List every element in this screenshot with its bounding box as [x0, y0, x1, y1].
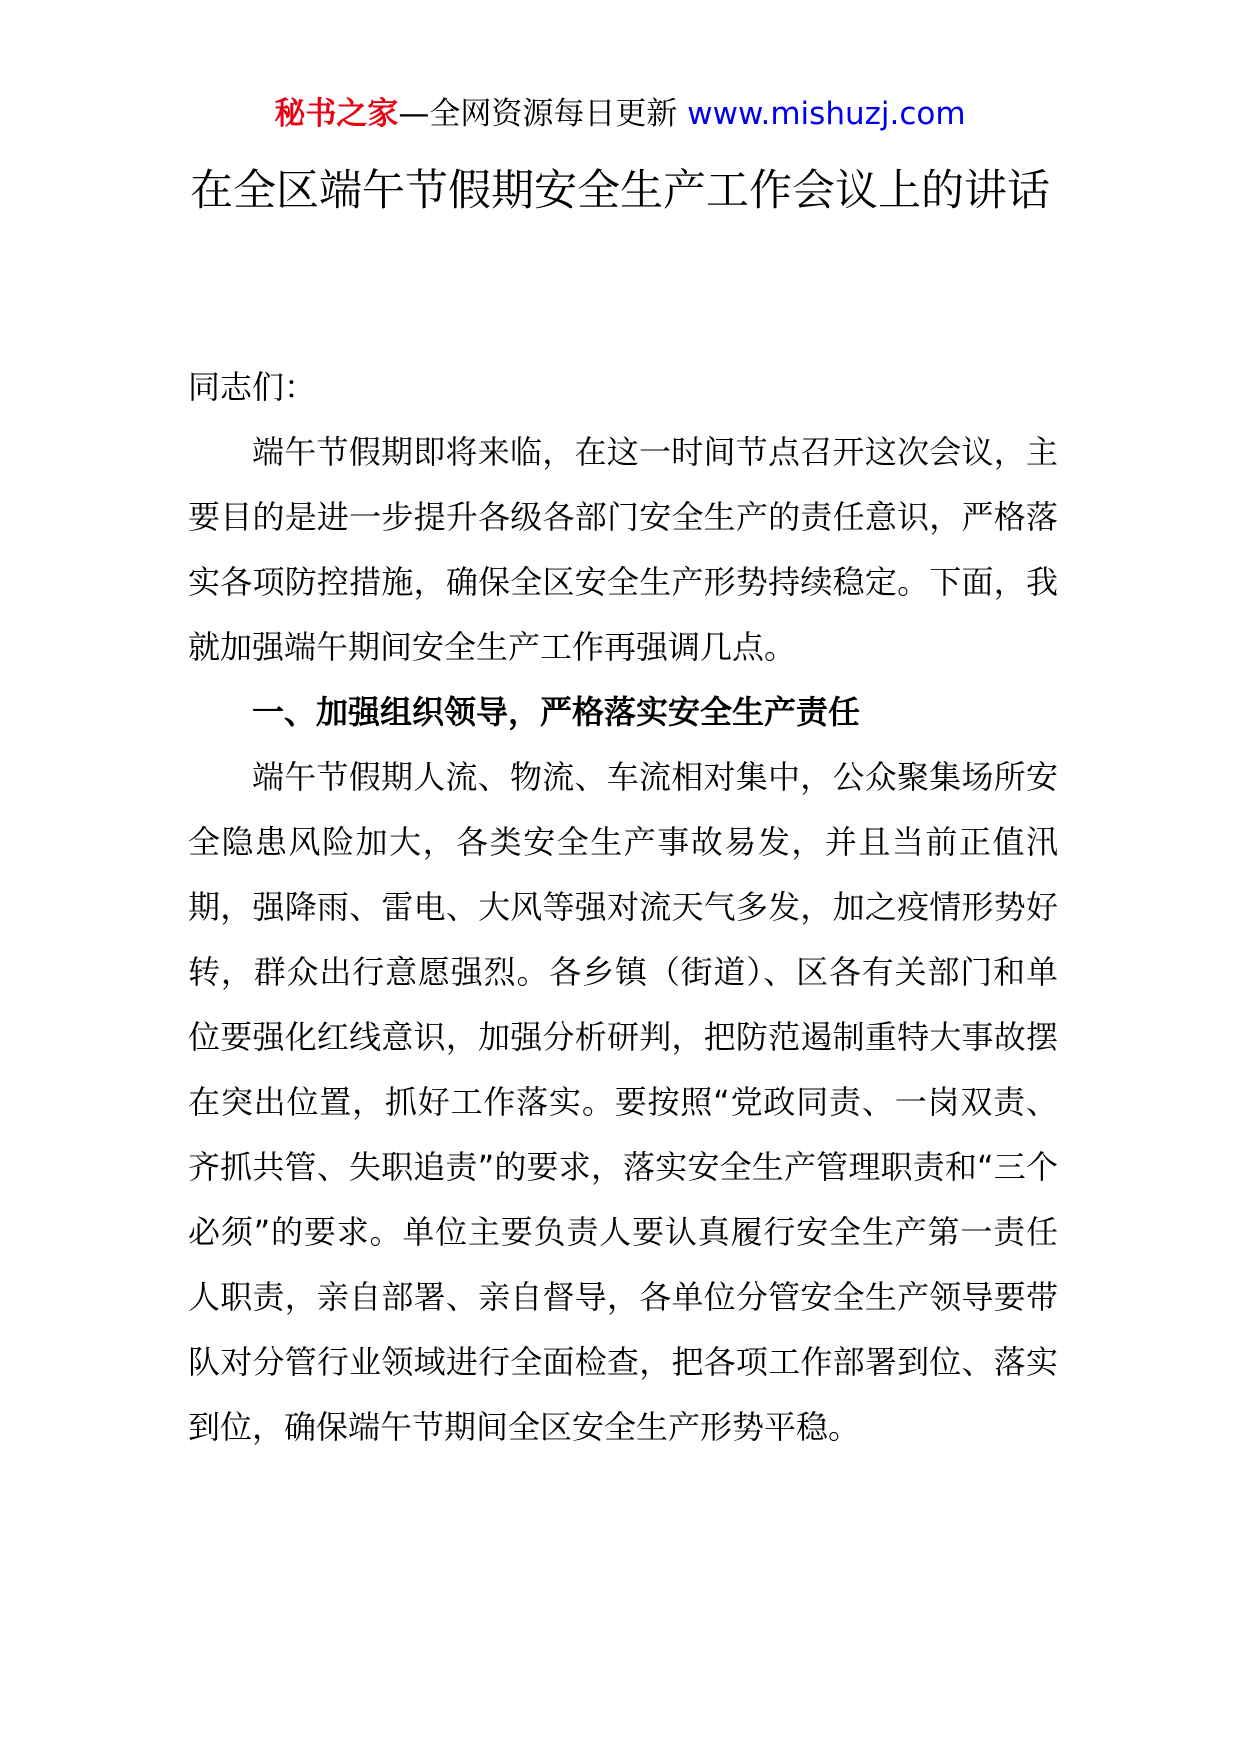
site-header [0, 92, 1240, 136]
salutation: 同志们： [188, 368, 317, 406]
header-tagline: —全网资源每日更新 [398, 96, 688, 132]
intro-paragraph: 端午节假期即将来临，在这一时间节点召开这次会议，主要目的是进一步提升各级各部门安全生产的责任意识，严格落实各项防控措施，确保全区安全生产形势持续稳定。下面，我就加强端午期间安全生产工作再强调几点。 [188, 433, 1058, 666]
brand-name: 秘书之家 [274, 96, 399, 132]
document-title: 在全区端午节假期安全生产工作会议上的讲话 [190, 166, 1050, 216]
section-1-paragraph: 端午节假期人流、物流、车流相对集中，公众聚集场所安全隐患风险加大，各类安全生产事故易发，并且当前正值汛期，强降雨、雷电、大风等强对流天气多发，加之疫情形势好转，群众出行意愿强烈。各乡镇（街道）、区各有关部门和单位要强化红线意识，加强分析研判，把防范遏制重特大事故摆在突出位置，抓好工作落实。要按照“党政同责、一岗双责、齐抓共管、失职追责”的要求，落实安全生产管理职责和“三个必须”的要求。单位主要负责人要认真履行安全生产第一责任人职责，亲自部署、亲自督导，各单位分管安全生产领导要带队对分管行业领域进行全面检查，把各项工作部署到位、落实到位，确保端午节期间全区安全生产形势平稳。 [188, 758, 1058, 1446]
document-body [188, 355, 1058, 1460]
section-1-heading: 一、加强组织领导，严格落实安全生产责任 [252, 693, 861, 731]
site-url-link[interactable]: www.mishuzj.com [687, 96, 966, 132]
